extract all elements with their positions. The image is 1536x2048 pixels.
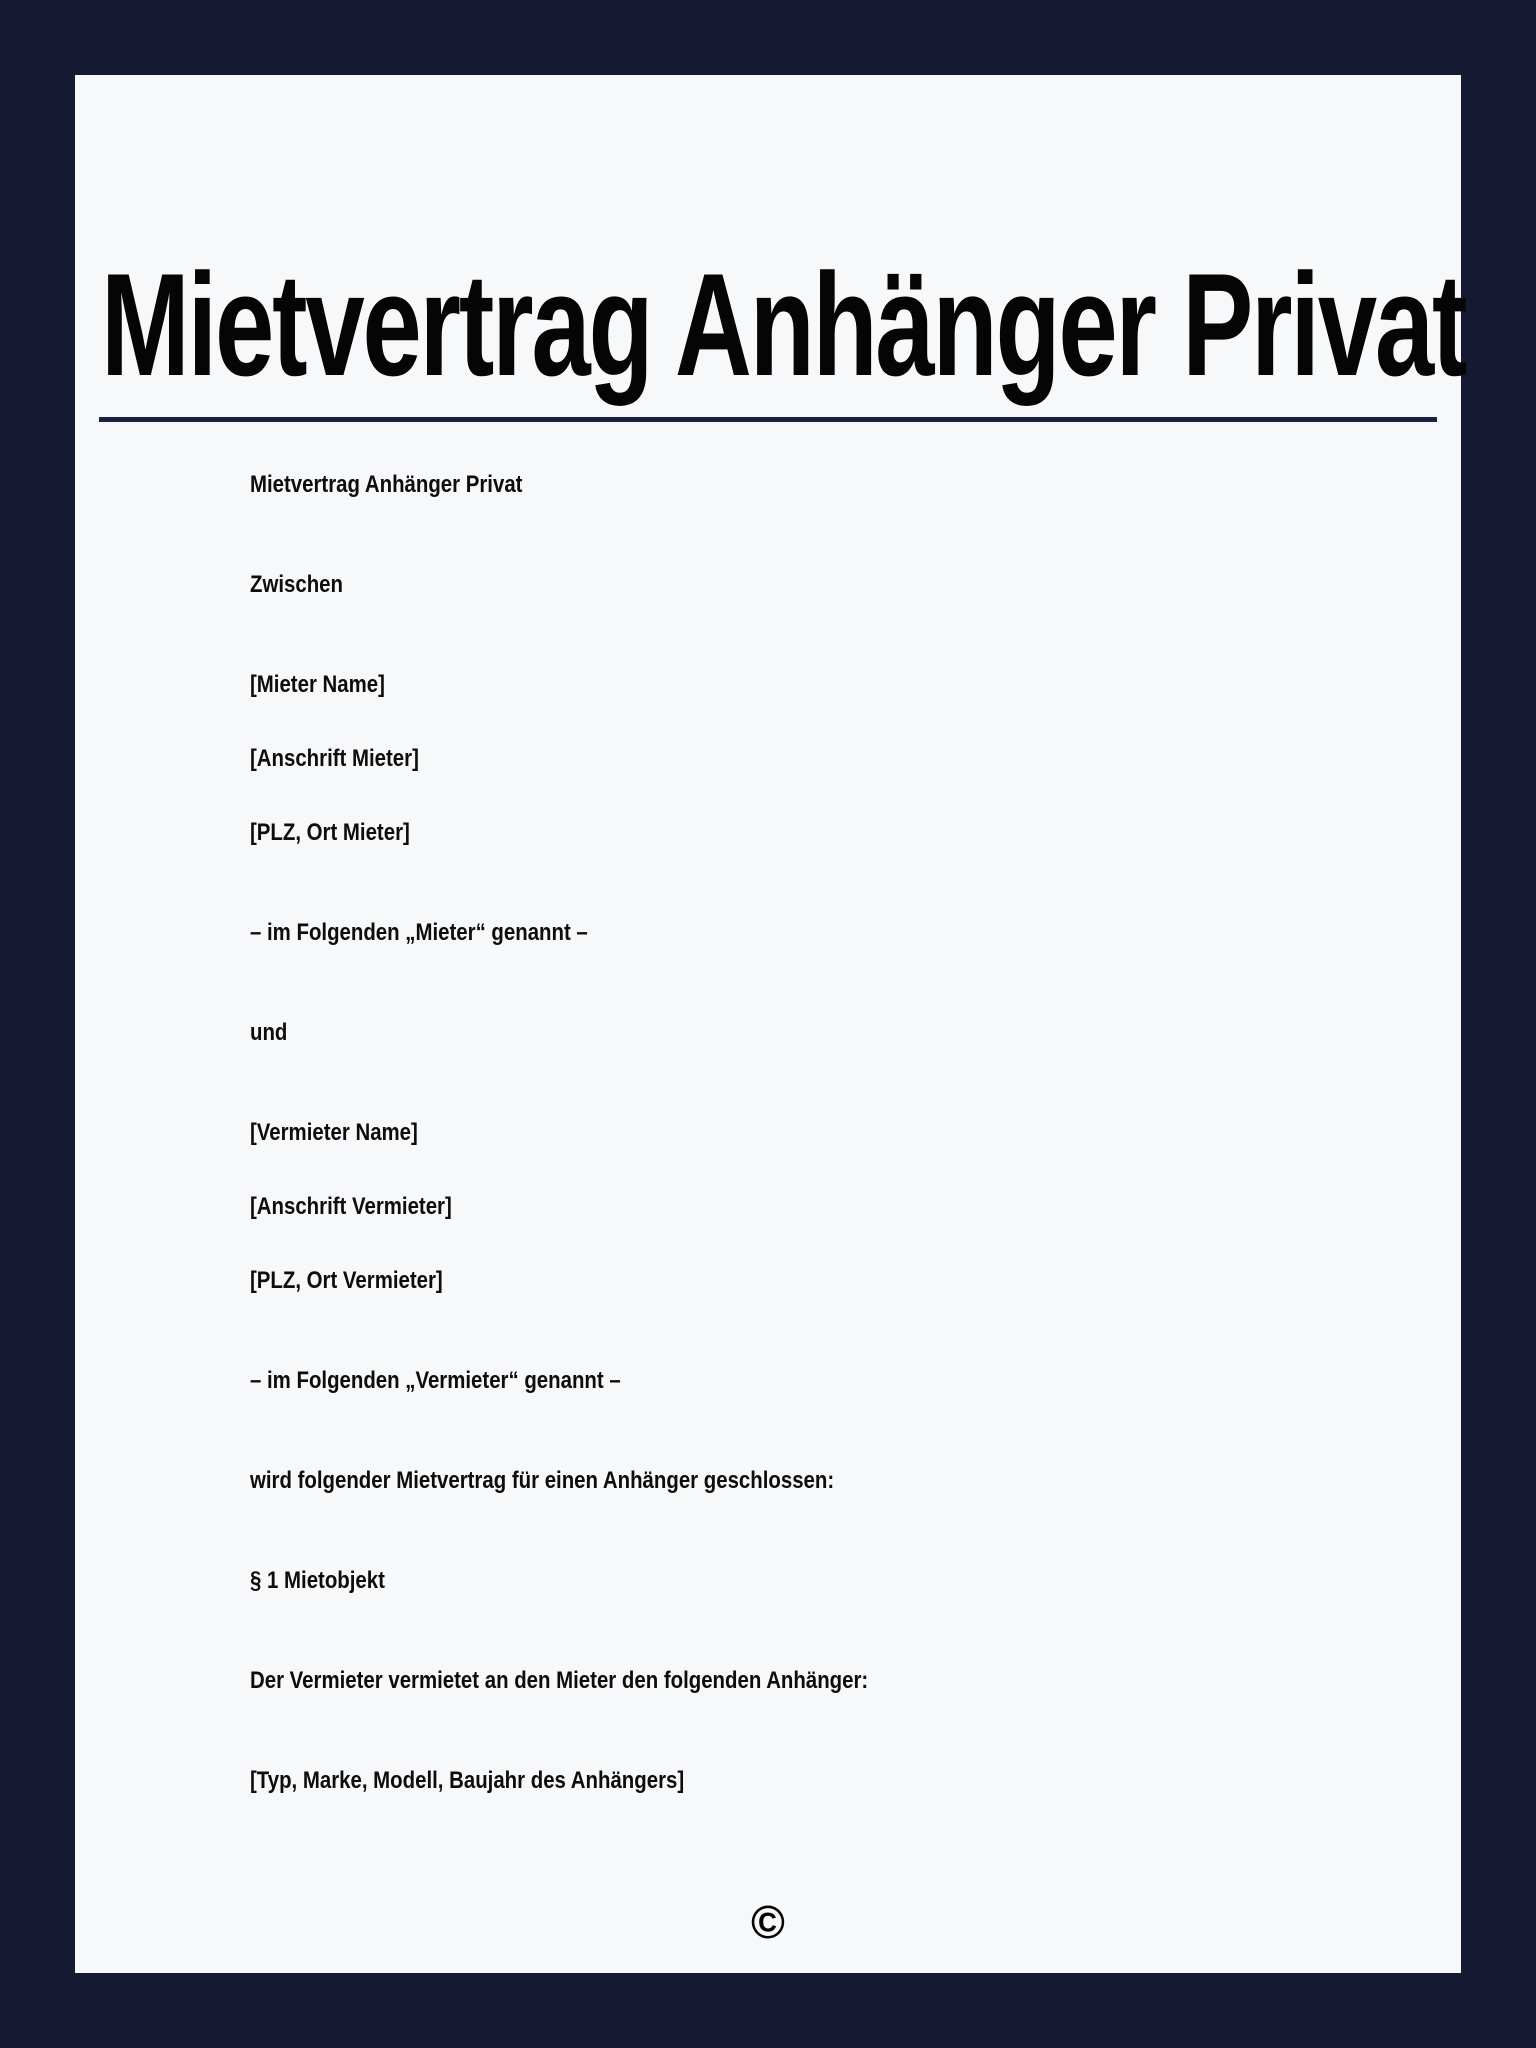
paragraph-mieter-name: [Mieter Name] [250, 671, 385, 698]
paragraph-doc-heading: Mietvertrag Anhänger Privat [250, 471, 523, 498]
paragraph-mieter-genannt: – im Folgenden „Mieter“ genannt – [250, 919, 588, 946]
page-title: Mietvertrag Anhänger Privat [101, 243, 1466, 406]
copyright-icon: © [751, 1896, 785, 1948]
paragraph-mietobjekt-text: Der Vermieter vermietet an den Mieter den folgenden Anhänger: [250, 1667, 869, 1694]
document-page [75, 75, 1466, 1973]
paragraph-vermieter-anschrift: [Anschrift Vermieter] [250, 1193, 452, 1220]
paragraph-mieter-plz-ort: [PLZ, Ort Mieter] [250, 819, 410, 846]
paragraph-section-1-heading: § 1 Mietobjekt [250, 1567, 385, 1594]
paragraph-vertragsschluss: wird folgender Mietvertrag für einen Anhänger geschlossen: [250, 1467, 835, 1494]
paragraph-vermieter-name: [Vermieter Name] [250, 1119, 418, 1146]
paragraph-vermieter-plz-ort: [PLZ, Ort Vermieter] [250, 1267, 443, 1294]
paragraph-anhaenger-details: [Typ, Marke, Modell, Baujahr des Anhängers] [250, 1767, 685, 1794]
paragraph-vermieter-genannt: – im Folgenden „Vermieter“ genannt – [250, 1367, 621, 1394]
paragraph-und: und [250, 1019, 288, 1046]
paragraph-zwischen: Zwischen [250, 571, 343, 598]
title-divider [99, 417, 1437, 422]
paragraph-mieter-anschrift: [Anschrift Mieter] [250, 745, 419, 772]
